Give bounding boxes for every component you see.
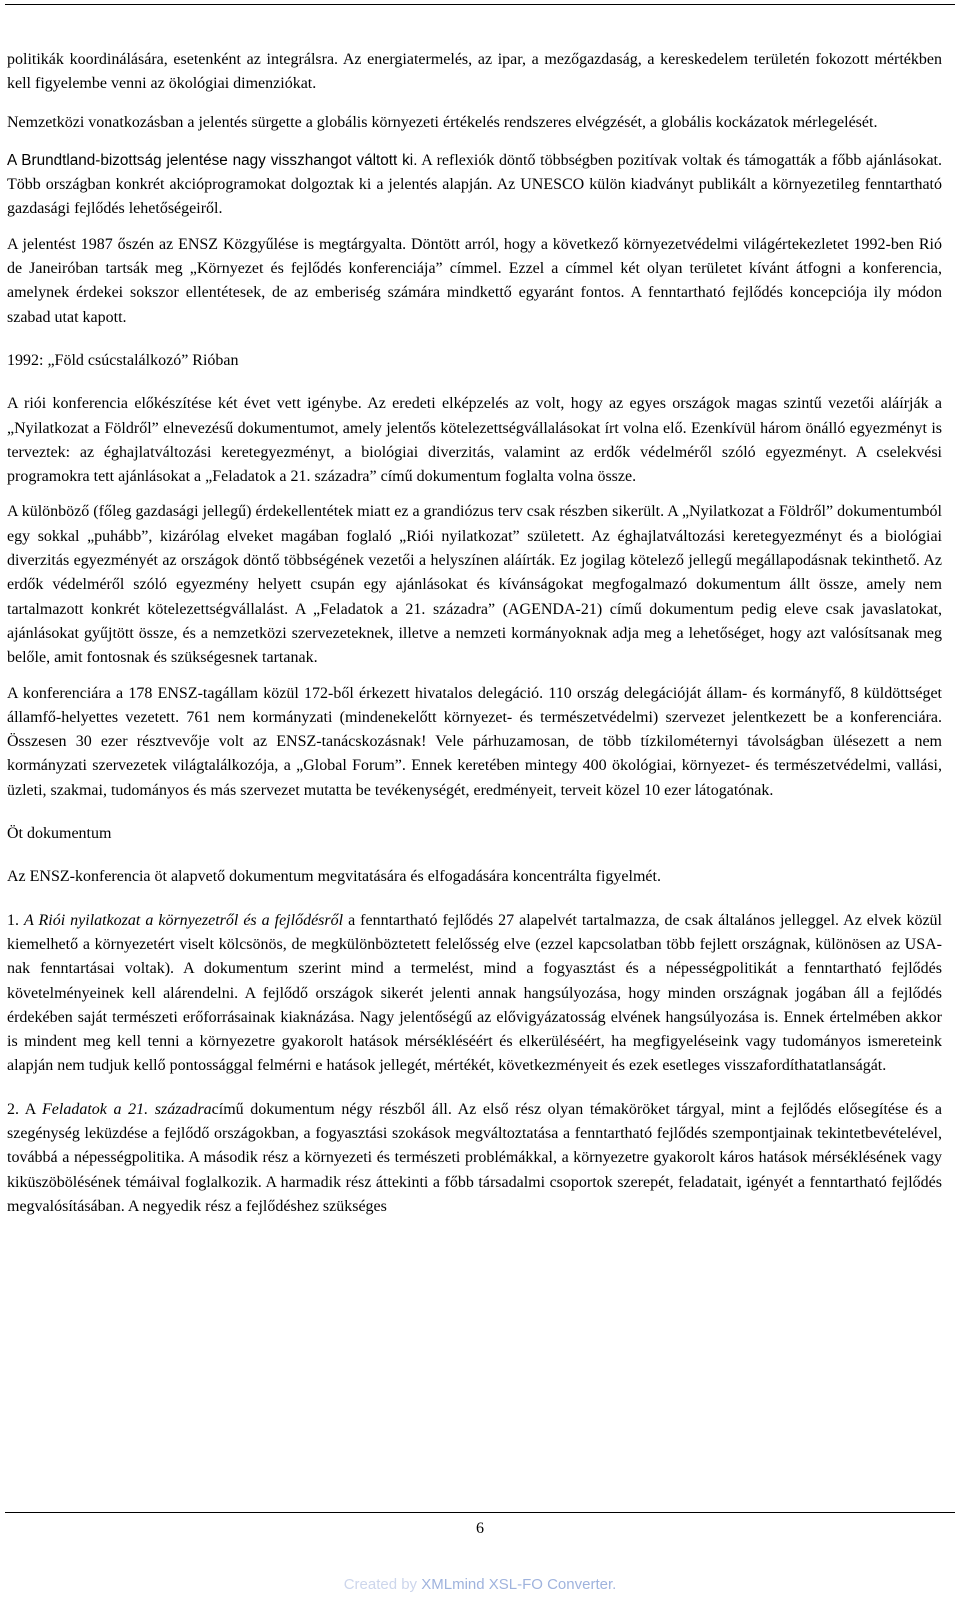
page-number: 6: [476, 1520, 484, 1537]
paragraph: politikák koordinálására, esetenként az integrálsra. Az energiatermelés, az ipar, a mezőgazdaság, a kereskedelem területén fokozott mértékben kell figyelembe venni az ökológiai dimenziókat.: [7, 51, 942, 93]
footer-rule: [5, 1512, 955, 1513]
paragraph-segment: című dokumentum négy részből áll. Az első rész olyan témaköröket tárgyal, mint a fejlődés elősegítése és a szegénység leküzdése a fejlődő országokban, a fogyasztási szokások megváltoztatása a fenntartható fejlődés szempontjainak tekintetbevételével, továbbá a népességpolitika. A második rész a környezeti és természeti problémákkal, a környezetre gyakorolt káros hatások mérséklésének vagy kiküszöbölésének témáival foglalkozik. A harmadik rész áttekinti a főbb társadalmi csoportok szerepét, feladatait, igényét a fenntartható fejlődés megvalósításában. A negyedik rész a fejlődéshez szükséges: [7, 1100, 942, 1215]
document-body: [7, 48, 942, 1219]
paragraph: A jelentést 1987 őszén az ENSZ Közgyűlése is megtárgyalta. Döntött arról, hogy a következő környezetvédelmi világértekezletet 1992-ben Rió de Janeiróban tartsák meg „Környezet és fejlődés konferenciája” címmel. Ezzel a címmel két olyan területet kívánt átfogni a konferencia, amelynek érdekei sokszor ellentétesek, de az emberiség számára mindkettő egyaránt fontos. A fenntartható fejlődés koncepciója ily módon szabad utat kapott.: [7, 235, 942, 326]
paragraph-segment: a fenntartható fejlődés 27 alapelvét tartalmazza, de csak általános jelleggel. Az elvek közül kiemelhető a környezetért viselt kölcsönös, de megkülönböztetett felelősség elve (ezzel kapcsolatban több fejlett országnak, különösen az USA-nak fenntartásai voltak). A dokumentum szerint mind a termelést, mind a fogyasztást és a népességpolitikát a fenntartható fejlődés követelményeinek kell alárendelni. A fejlődő országok sikerét jelenti annak hangsúlyozása, hogy minden országnak jogában áll a fejlődés érdekében saját természeti erőforrásainak kiaknázása. Nagy jelentőségű az elővigyázatosság elvének hangsúlyozása is. Ennek értelmében akkor is mindent meg kell tenni a környezetre gyakorolt hatások mérsékléséért és elkerüléséért, ha megfigyeléseink vagy tudományos ismereteink alapján nem tudjuk kellő pontossággal felmérni e hatások jellegét, mértékét, következményeit és ezek esetleges visszafordíthatatlanságát.: [7, 911, 942, 1075]
converter-watermark: [0, 1576, 960, 1593]
document-title: A Riói nyilatkozat a környezetről és a fejlődésről: [24, 911, 344, 929]
section-heading: 1992: „Föld csúcstalálkozó” Rióban: [7, 351, 239, 369]
paragraph: A konferenciára a 178 ENSZ-tagállam közül 172-ből érkezett hivatalos delegáció. 110 ország delegációját állam- és kormányfő, 8 küldöttséget államfő-helyettes vezetett. 761 nem kormányzati (mindenekelőtt környezet- és természetvédelmi) szervezet jelentkezett be a konferenciára. Összesen 30 ezer résztvevője volt az ENSZ-tanácskozásnak! Vele párhuzamosan, de több tízkilométernyi távolságban ülésezett a nem kormányzati szervezetek világtalálkozója, a „Global Forum”. Ennek keretében mintegy 400 ökológiai, környezet- és természetvédelmi, vallási, üzleti, szakmai, tudományos és más szervezet mutatta be tevékenységét, eredményeit, terveit közel 10 ezer látogatónak.: [7, 684, 942, 799]
watermark-brand: XMLmind XSL-FO Converter.: [421, 1576, 617, 1593]
paragraph: Az ENSZ-konferencia öt alapvető dokumentum megvitatására és elfogadására koncentrálta figyelmét.: [7, 868, 661, 886]
paragraph-sans-segment: A Brundtland-bizottság jelentése nagy visszhangot váltott ki.: [7, 151, 418, 169]
watermark-prefix: Created by: [343, 1576, 422, 1593]
paragraph: Nemzetközi vonatkozásban a jelentés sürgette a globális környezeti értékelés rendszeres elvégzését, a globális kockázatok mérlegelését.: [7, 113, 878, 131]
list-number: 2. A: [7, 1100, 43, 1118]
section-heading: Öt dokumentum: [7, 825, 112, 843]
paragraph-segment: A reflexiók döntő többségben pozitívak voltak és támogatták a főbb ajánlásokat. Több országban konkrét akcióprogramokat dolgoztak ki a jelentés alapján. Az UNESCO külön kiadványt publikált a környezetileg fenntartható gazdasági fejlődés lehetőségeiről.: [7, 151, 943, 218]
paragraph: A riói konferencia előkészítése két évet vett igénybe. Az eredeti elképzelés az volt, hogy az egyes országok magas szintű vezetői aláírják a „Nyilatkozat a Földről” elnevezésű dokumentumot, amely jelentős kötelezettségvállalásokat írt volna elő. Ezenkívül három önálló egyezményt is terveztek: az éghajlatváltozási keretegyezményt, a biológiai diverzitás, valamint az erdők védelméről szóló egyezményt. A cselekvési programokra tett ajánlásokat a „Feladatok a 21. századra” című dokumentum foglalta volna össze.: [7, 395, 942, 486]
numbered-paragraph: [7, 1098, 942, 1219]
list-number: 1.: [7, 911, 24, 929]
paragraph: [7, 149, 942, 222]
page-top-rule: [5, 4, 955, 5]
document-title: Feladatok a 21. századra: [42, 1100, 212, 1118]
paragraph: A különböző (főleg gazdasági jellegű) érdekellentétek miatt ez a grandiózus terv csak részben sikerült. A „Nyilatkozat a Földről” dokumentumból egy sokkal „puhább”, kizárólag elveket magában foglaló „Riói nyilatkozat” született. Az éghajlatváltozási keretegyezményt és a biológiai diverzitás egyezményét az országok döntő többségének vezetői a helyszínen aláírták. Ez jogilag kötelező jellegű megállapodásnak tekinthető. Az erdők védelméről szóló egyezmény helyett csupán egy ajánlásokat és kívánságokat megfogalmazó dokumentum állt össze, amely nem tartalmazott konkrét kötelezettségvállalást. A „Feladatok a 21. századra” (AGENDA-21) című dokumentum pedig eleve csak javaslatokat, ajánlásokat gyűjtött össze, és a nemzetközi szervezeteknek, illetve a nemzeti kormányoknak adja meg a lehetőséget, hogy azt valósítsanak meg belőle, amit fontosnak és szükségesnek tartanak.: [7, 503, 942, 667]
numbered-paragraph: [7, 909, 942, 1079]
